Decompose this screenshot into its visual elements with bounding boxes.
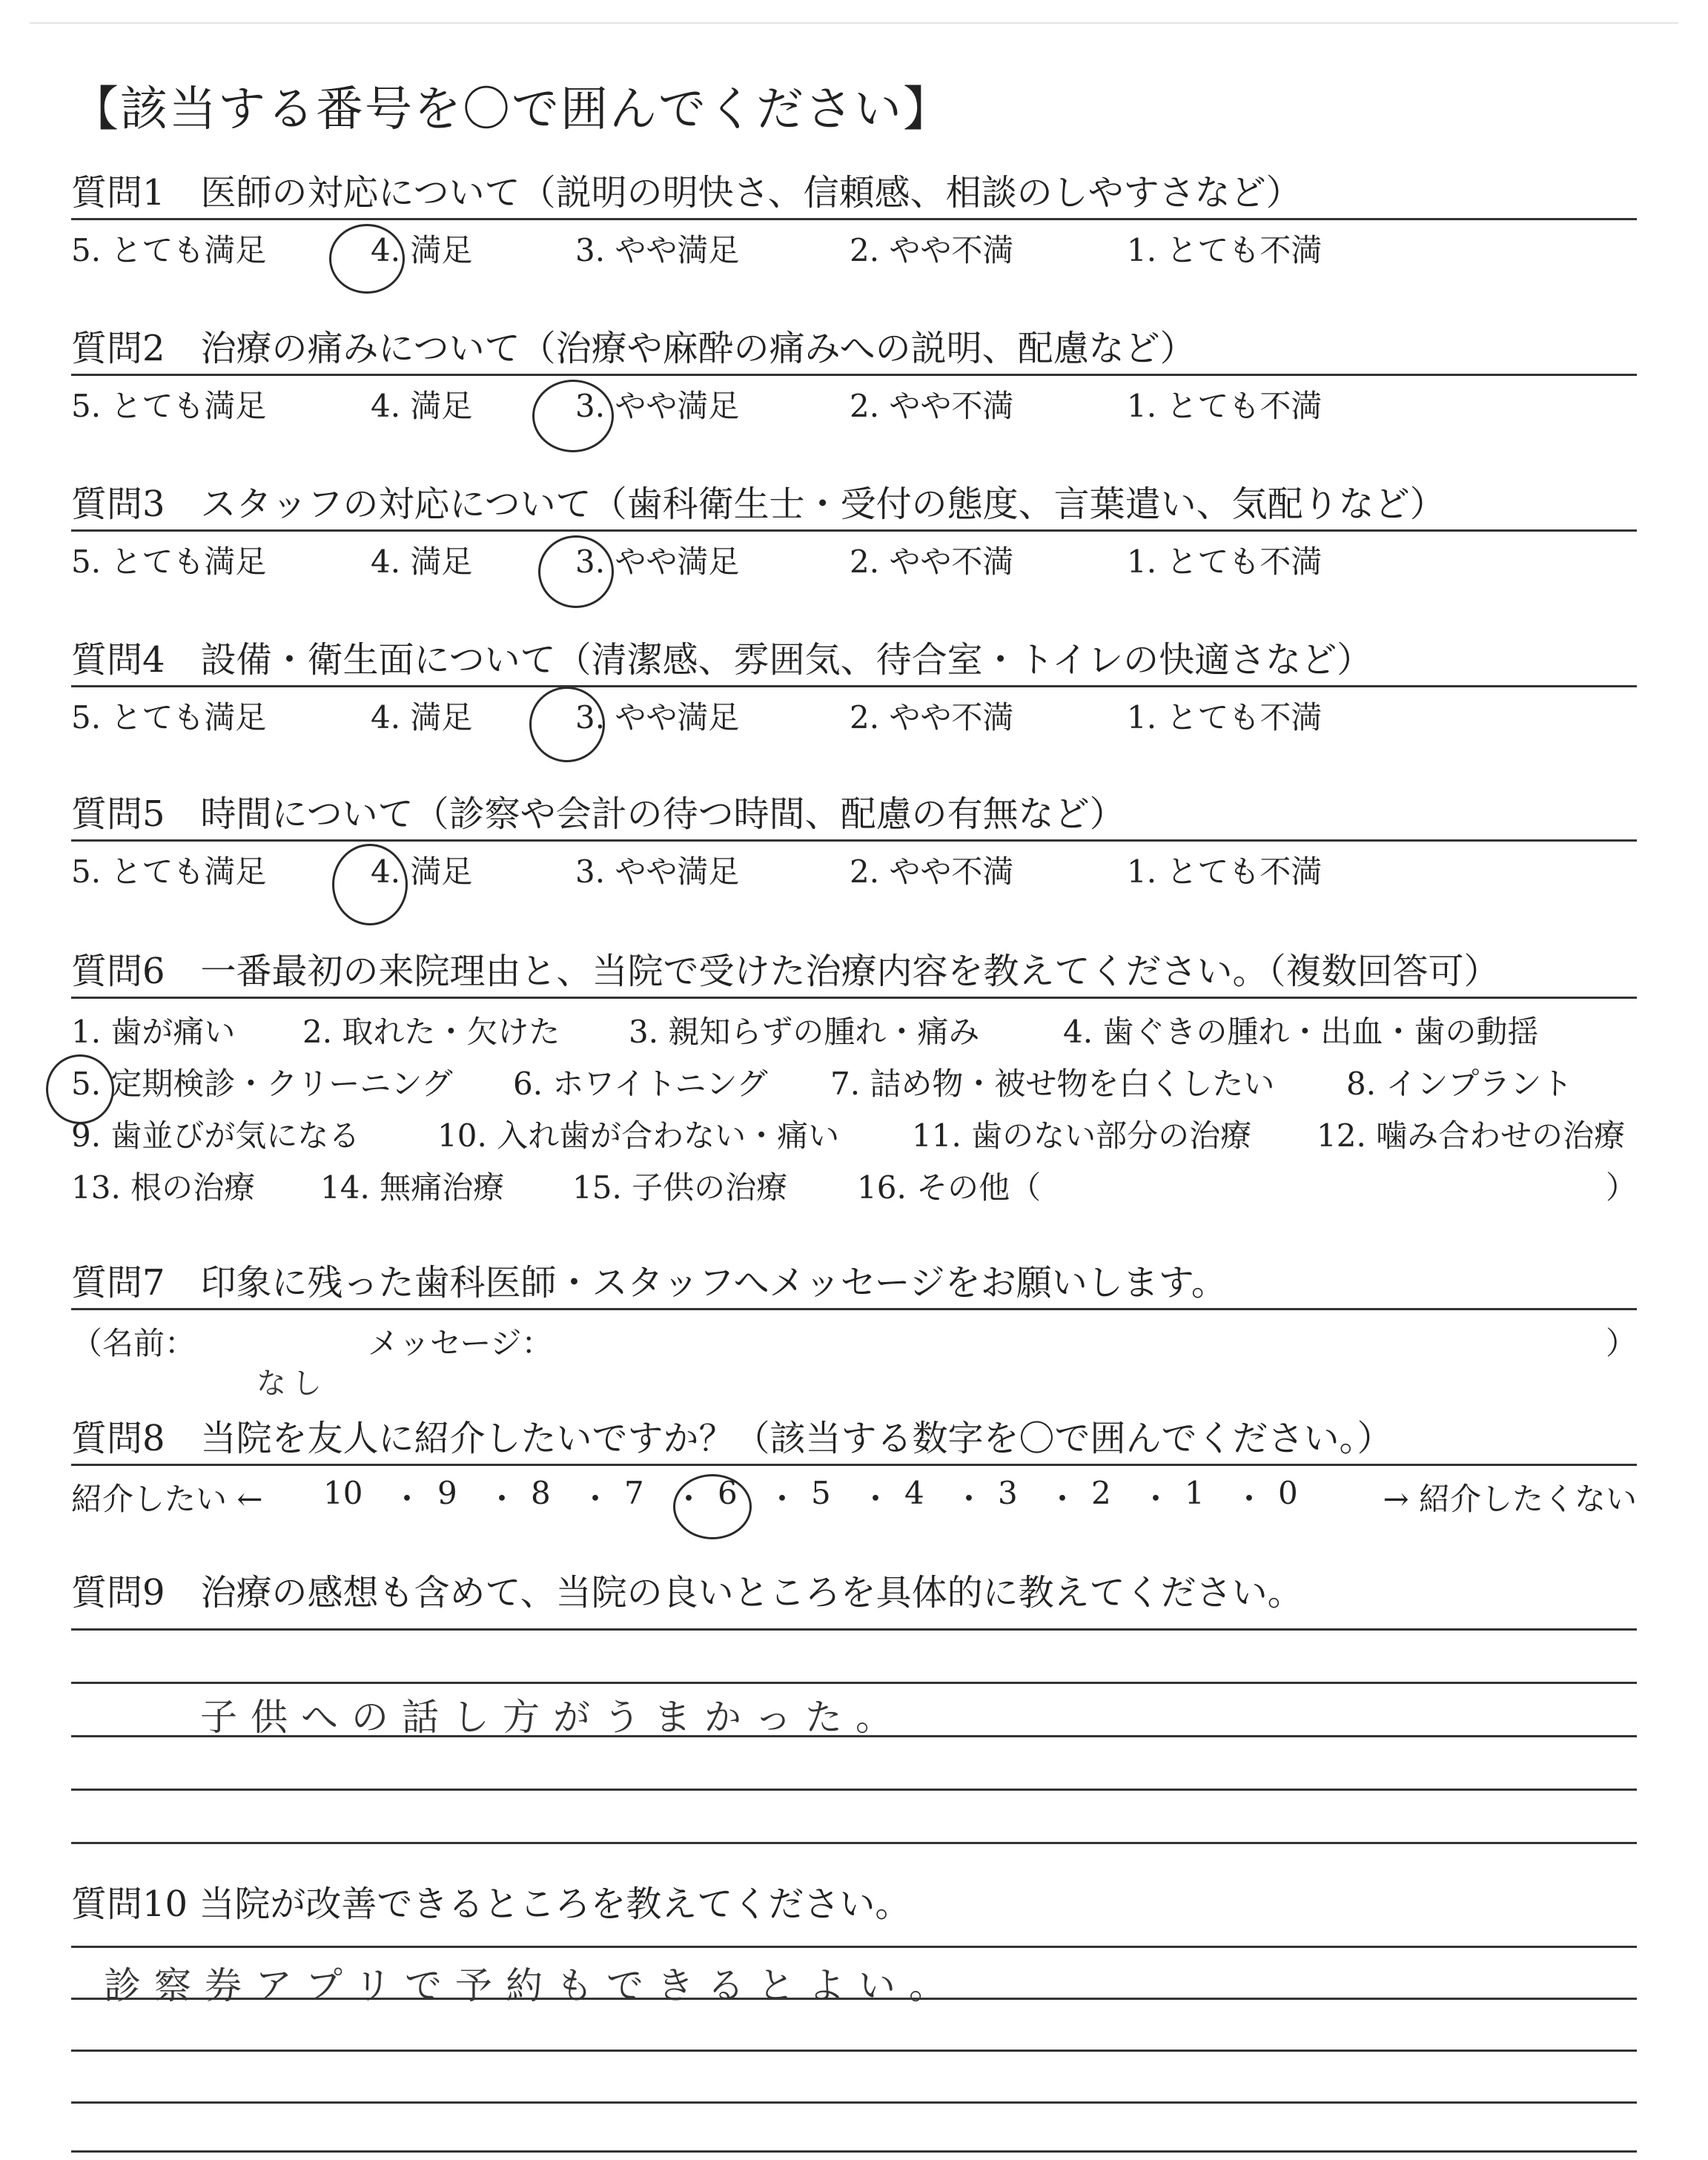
handwritten-answer: 子供への話し方がうまかった。: [200, 1696, 906, 1739]
option-3[interactable]: 3. やや満足: [575, 699, 740, 736]
answer-options: [71, 842, 1637, 890]
q6-row-3: [71, 1103, 1637, 1155]
answer-circle-mark: [329, 224, 405, 294]
question-9: [71, 1571, 1637, 1615]
top-edge-line: [30, 22, 1678, 24]
question-heading: 質問3 スタッフの対応について（歯科衛生士・受付の態度、言葉遣い、気配りなど）: [71, 483, 1446, 525]
q6-option-16[interactable]: 16. その他（: [857, 1169, 1042, 1206]
handwritten-name: なし: [256, 1367, 328, 1401]
scale-4[interactable]: 4: [904, 1475, 924, 1511]
question-2: [71, 326, 1637, 424]
option-4[interactable]: 4. 満足: [371, 232, 473, 268]
other-close-paren: ）: [1605, 1169, 1637, 1206]
question-10: [71, 1882, 1637, 1926]
question-6: [71, 949, 1637, 1206]
option-1[interactable]: 1. とても不満: [1127, 232, 1323, 268]
question-heading: 質問8 当院を友人に紹介したいですか？（該当する数字を〇で囲んでください。）: [71, 1418, 1393, 1459]
scale-dot: ・: [1234, 1481, 1265, 1517]
scale-dot: ・: [860, 1481, 892, 1517]
answer-line: [71, 1842, 1637, 1844]
option-3[interactable]: 3. やや満足: [575, 853, 740, 890]
scale-dot: ・: [1140, 1481, 1172, 1517]
answer-options: [71, 220, 1637, 268]
option-4[interactable]: 4. 満足: [371, 853, 473, 890]
option-2[interactable]: 2. やや不満: [850, 388, 1014, 424]
scale-3[interactable]: 3: [998, 1475, 1018, 1511]
scale-8[interactable]: 8: [531, 1475, 551, 1511]
page-title: 【該当する番号を〇で囲んでください】: [71, 82, 952, 137]
q6-option-8[interactable]: 8. インプラント: [1346, 1066, 1573, 1102]
question-heading: 質問4 設備・衛生面について（清潔感、雰囲気、待合室・トイレの快適さなど）: [71, 639, 1373, 681]
question-heading: 質問1 医師の対応について（説明の明快さ、信頼感、相談のしやすさなど）: [71, 172, 1302, 214]
q6-row-4: [71, 1155, 1637, 1206]
option-2[interactable]: 2. やや不満: [850, 699, 1014, 736]
answer-circle-mark: [332, 844, 408, 925]
option-2[interactable]: 2. やや不満: [850, 232, 1014, 268]
q6-option-12[interactable]: 12. 噛み合わせの治療: [1317, 1117, 1626, 1154]
answer-line: [71, 2050, 1637, 2052]
q6-option-6[interactable]: 6. ホワイトニング: [513, 1066, 768, 1102]
scale-9[interactable]: 9: [437, 1475, 457, 1511]
q6-option-4[interactable]: 4. 歯ぐきの腫れ・出血・歯の動揺: [1063, 1014, 1539, 1050]
question-heading: 質問10 当院が改善できるところを教えてください。: [71, 1883, 911, 1925]
scale-dot: ・: [486, 1481, 518, 1517]
question-4: [71, 638, 1637, 736]
scale-right-label: → 紹介したくない: [1383, 1481, 1637, 1517]
answer-line: [71, 1946, 1637, 1948]
answer-options: [71, 532, 1637, 580]
question-heading: 質問2 治療の痛みについて（治療や麻酔の痛みへの説明、配慮など）: [71, 328, 1196, 369]
field-close-paren: ）: [1605, 1325, 1637, 1361]
option-4[interactable]: 4. 満足: [371, 699, 473, 736]
handwritten-answer: 診察券アプリで予約もできるとよい。: [104, 1964, 959, 2007]
option-1[interactable]: 1. とても不満: [1127, 699, 1323, 736]
question-heading: 質問6 一番最初の来院理由と、当院で受けた治療内容を教えてください。（複数回答可）: [71, 951, 1500, 992]
question-5: [71, 792, 1637, 890]
q6-option-1[interactable]: 1. 歯が痛い: [71, 1014, 236, 1050]
option-5[interactable]: 5. とても満足: [71, 232, 267, 268]
option-5[interactable]: 5. とても満足: [71, 853, 267, 890]
answer-options: [71, 687, 1637, 736]
answer-line: [71, 1682, 1637, 1684]
answer-circle-mark: [46, 1054, 114, 1124]
q6-option-11[interactable]: 11. 歯のない部分の治療: [912, 1117, 1252, 1154]
question-3: [71, 482, 1637, 580]
scale-0[interactable]: 0: [1278, 1475, 1298, 1511]
q6-option-9[interactable]: 9. 歯並びが気になる: [71, 1117, 360, 1154]
option-5[interactable]: 5. とても満足: [71, 699, 267, 736]
question-heading: 質問7 印象に残った歯科医師・スタッフへメッセージをお願いします。: [71, 1262, 1227, 1304]
scale-dot: ・: [1047, 1481, 1079, 1517]
q6-option-3[interactable]: 3. 親知らずの腫れ・痛み: [629, 1014, 980, 1050]
scale-7[interactable]: 7: [624, 1475, 644, 1511]
scale-dot: ・: [580, 1481, 612, 1517]
scale-dot: ・: [391, 1481, 423, 1517]
option-3[interactable]: 3. やや満足: [575, 544, 740, 580]
question-heading: 質問9 治療の感想も含めて、当院の良いところを具体的に教えてください。: [71, 1572, 1303, 1614]
scale-5[interactable]: 5: [811, 1475, 831, 1511]
q6-row-2: [71, 1051, 1637, 1103]
scale-left-label: 紹介したい ←: [71, 1481, 263, 1517]
question-8: [71, 1416, 1637, 1518]
scale-6[interactable]: 6: [718, 1475, 738, 1511]
option-2[interactable]: 2. やや不満: [850, 544, 1014, 580]
option-1[interactable]: 1. とても不満: [1127, 544, 1323, 580]
answer-circle-mark: [532, 380, 614, 452]
q6-option-13[interactable]: 13. 根の治療: [71, 1169, 256, 1206]
option-5[interactable]: 5. とても満足: [71, 544, 267, 580]
scale-2[interactable]: 2: [1091, 1475, 1111, 1511]
option-2[interactable]: 2. やや不満: [850, 853, 1014, 890]
question-7: [71, 1261, 1637, 1401]
scale-dot: ・: [953, 1481, 985, 1517]
option-4[interactable]: 4. 満足: [371, 544, 473, 580]
q6-option-2[interactable]: 2. 取れた・欠けた: [302, 1014, 560, 1050]
answer-circle-mark: [529, 687, 605, 762]
answer-circle-mark: [538, 535, 614, 608]
option-1[interactable]: 1. とても不満: [1127, 853, 1323, 890]
answer-line: [71, 2150, 1637, 2153]
q7-fields: [71, 1310, 1637, 1362]
answer-options: [71, 376, 1637, 424]
name-label: （名前：: [71, 1325, 196, 1361]
scale-1[interactable]: 1: [1185, 1475, 1205, 1511]
question-heading: 質問5 時間について（診察や会計の待つ時間、配慮の有無など）: [71, 793, 1125, 835]
answer-line: [71, 1789, 1637, 1791]
q6-option-5[interactable]: 5. 定期検診・クリーニング: [71, 1066, 453, 1102]
q6-option-15[interactable]: 15. 子供の治療: [572, 1169, 788, 1206]
option-3[interactable]: 3. やや満足: [575, 232, 740, 268]
option-3[interactable]: 3. やや満足: [575, 388, 740, 424]
recommend-scale: [71, 1466, 1637, 1518]
answer-circle-mark: [673, 1474, 752, 1539]
scale-10[interactable]: 10: [323, 1475, 363, 1511]
scale-dot: ・: [767, 1481, 798, 1517]
q6-option-7[interactable]: 7. 詰め物・被せ物を白くしたい: [830, 1066, 1275, 1102]
option-4[interactable]: 4. 満足: [371, 388, 473, 424]
message-label: メッセージ：: [368, 1325, 553, 1361]
q6-option-10[interactable]: 10. 入れ歯が合わない・痛い: [437, 1117, 840, 1154]
option-5[interactable]: 5. とても満足: [71, 388, 267, 424]
question-1: [71, 171, 1637, 268]
option-1[interactable]: 1. とても不満: [1127, 388, 1323, 424]
answer-line: [71, 2101, 1637, 2104]
answer-line: [71, 1628, 1637, 1631]
scale-dot: ・: [673, 1481, 705, 1517]
q6-row-1: [71, 999, 1637, 1051]
q6-option-14[interactable]: 14. 無痛治療: [320, 1169, 505, 1206]
